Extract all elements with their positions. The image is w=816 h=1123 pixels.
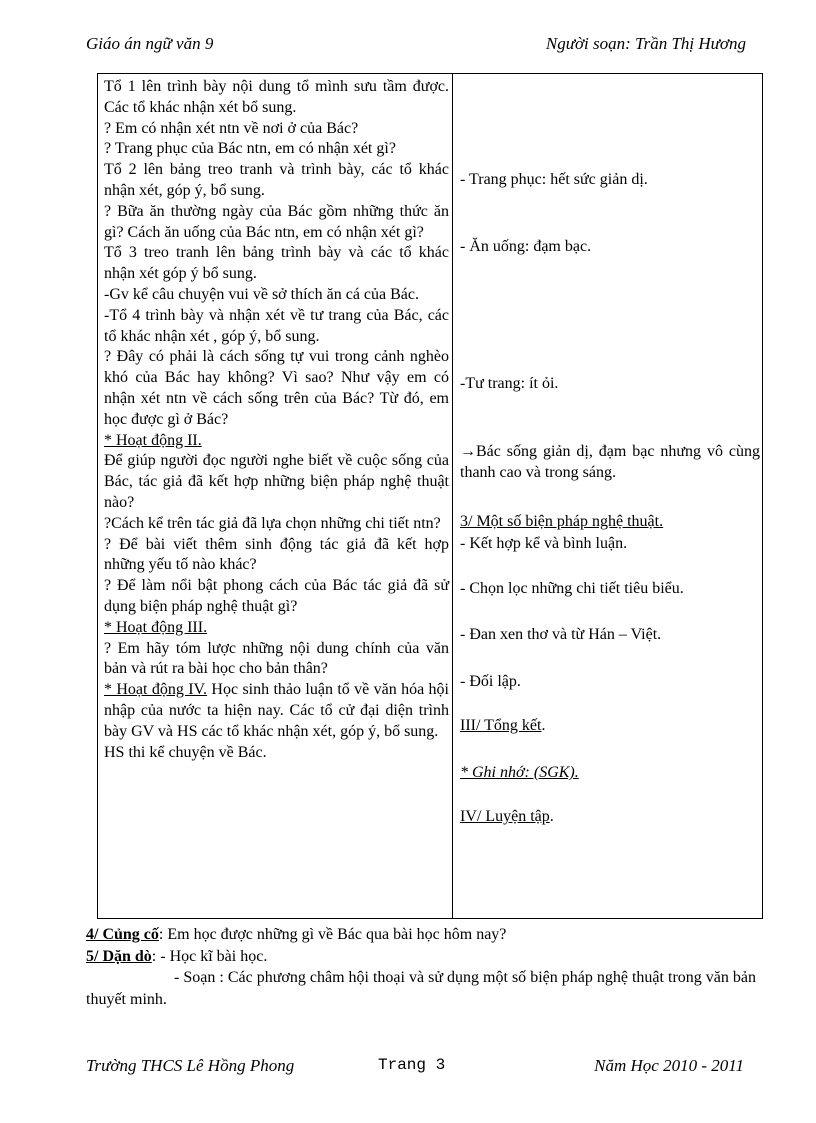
right-ket-hop: - Kết hợp kể và bình luận.	[460, 535, 628, 552]
left-para-2: ? Em có nhận xét ntn về nơi ở của Bác?	[104, 119, 359, 137]
left-para-14: ? Để làm nổi bật phong cách của Bác tác giả đã sử dụng biện pháp nghệ thuật gì?	[104, 577, 449, 615]
right-chon-loc: - Chọn lọc những chi tiết tiêu biểu.	[460, 580, 684, 597]
right-trang-phuc: - Trang phục: hết sức giản dị.	[460, 171, 648, 188]
left-para-9: ? Đây có phải là cách sống tự vui trong cảnh nghèo khó của Bác hay không? Vì sao? Như vậy em có nhận xét ntn về cách sống trên của Bác? Từ đó, em học được gì ở Bác?	[104, 348, 449, 428]
footer-school-year: Năm Học 2010 - 2011	[594, 1056, 744, 1075]
right-luyen-tap-dot: .	[549, 808, 554, 825]
left-para-19: HS thi kể chuyện về Bác.	[104, 743, 267, 761]
right-tong-ket: III/ Tổng kết	[460, 717, 542, 734]
right-luyen-tap: IV/ Luyện tập	[460, 808, 550, 825]
lesson-table	[97, 73, 763, 919]
activity-4-text: Học sinh thảo luận tổ về văn hóa hội nhập của nước ta hiện nay. Các tổ cử đại diện trình bày GV và HS các tổ khác nhận xét, góp ý, bổ sung.	[104, 681, 450, 740]
left-para-6: Tổ 3 treo tranh lên bảng trình bày và các tổ khác nhận xét góp ý bổ sung.	[104, 244, 449, 283]
right-dan-xen: - Đan xen thơ và từ Hán – Việt.	[460, 626, 662, 643]
header-subject: Giáo án ngữ văn 9	[86, 34, 214, 53]
cung-co-text: : Em học được những gì về Bác qua bài học hôm nay?	[158, 926, 507, 943]
right-doi-lap: - Đối lập.	[460, 673, 521, 690]
left-para-5: ? Bữa ăn thường ngày của Bác gồm những thức ăn gì? Cách ăn uống của Bác ntn, em có nhận xét gì?	[104, 202, 449, 241]
right-heading-3: 3/ Một số biện pháp nghệ thuật.	[460, 513, 664, 530]
left-para-4: Tổ 2 lên bảng treo tranh và trình bày, các tổ khác nhận xét, góp ý, bổ sung.	[104, 161, 449, 199]
right-tong-ket-dot: .	[541, 717, 546, 734]
footer-page-number: Trang 3	[378, 1056, 446, 1074]
closing-section	[86, 924, 756, 1010]
left-para-7: -Gv kể câu chuyện vui về sở thích ăn cá của Bác.	[104, 285, 419, 303]
activity-2-heading: * Hoạt động II.	[104, 431, 202, 449]
right-ket-luan: →Bác sống giản dị, đạm bạc nhưng vô cùng thanh cao và trong sáng.	[460, 443, 760, 481]
column-divider	[452, 74, 453, 918]
left-para-12: ?Cách kể trên tác giả đã lựa chọn những chi tiết ntn?	[104, 514, 441, 532]
activity-4-heading: * Hoạt động IV.	[104, 681, 208, 699]
header-author: Người soạn: Trần Thị Hương	[545, 34, 746, 53]
left-para-13: ? Để bài viết thêm sinh động tác giả đã kết hợp những yếu tố nào khác?	[104, 535, 449, 574]
left-para-8: -Tổ 4 trình bày và nhận xét về tư trang của Bác, các tổ khác nhận xét , góp ý, bổ sung.	[104, 306, 449, 345]
left-para-11: Để giúp người đọc người nghe biết về cuộc sống của Bác, tác giả đã kết hợp những biện pháp nghệ thuật nào?	[104, 452, 449, 511]
activities-column	[104, 77, 449, 763]
dan-do-label: 5/ Dặn dò	[86, 947, 152, 965]
left-para-3: ? Trang phục của Bác ntn, em có nhận xét gì?	[104, 140, 396, 158]
dan-do-text: : - Học kĩ bài học.	[151, 947, 268, 965]
left-para-16: ? Em hãy tóm lược những nội dung chính của văn bản và rút ra bài học cho bản thân?	[104, 639, 449, 678]
soan-text: - Soạn : Các phương châm hội thoại và sử dụng một số biện pháp nghệ thuật trong văn bản thuyết minh.	[86, 969, 756, 1008]
left-para-1: Tổ 1 lên trình bày nội dung tổ mình sưu tầm được. Các tổ khác nhận xét bổ sung.	[104, 78, 449, 116]
right-tu-trang: -Tư trang: ít ỏi.	[460, 375, 559, 392]
right-ghi-nho: * Ghi nhớ: (SGK).	[460, 764, 579, 781]
footer-school: Trường THCS Lê Hồng Phong	[86, 1056, 295, 1075]
activity-3-heading: * Hoạt động III.	[104, 618, 208, 636]
right-an-uong: - Ăn uống: đạm bạc.	[460, 238, 592, 255]
cung-co-label: 4/ Củng cố	[86, 926, 159, 943]
